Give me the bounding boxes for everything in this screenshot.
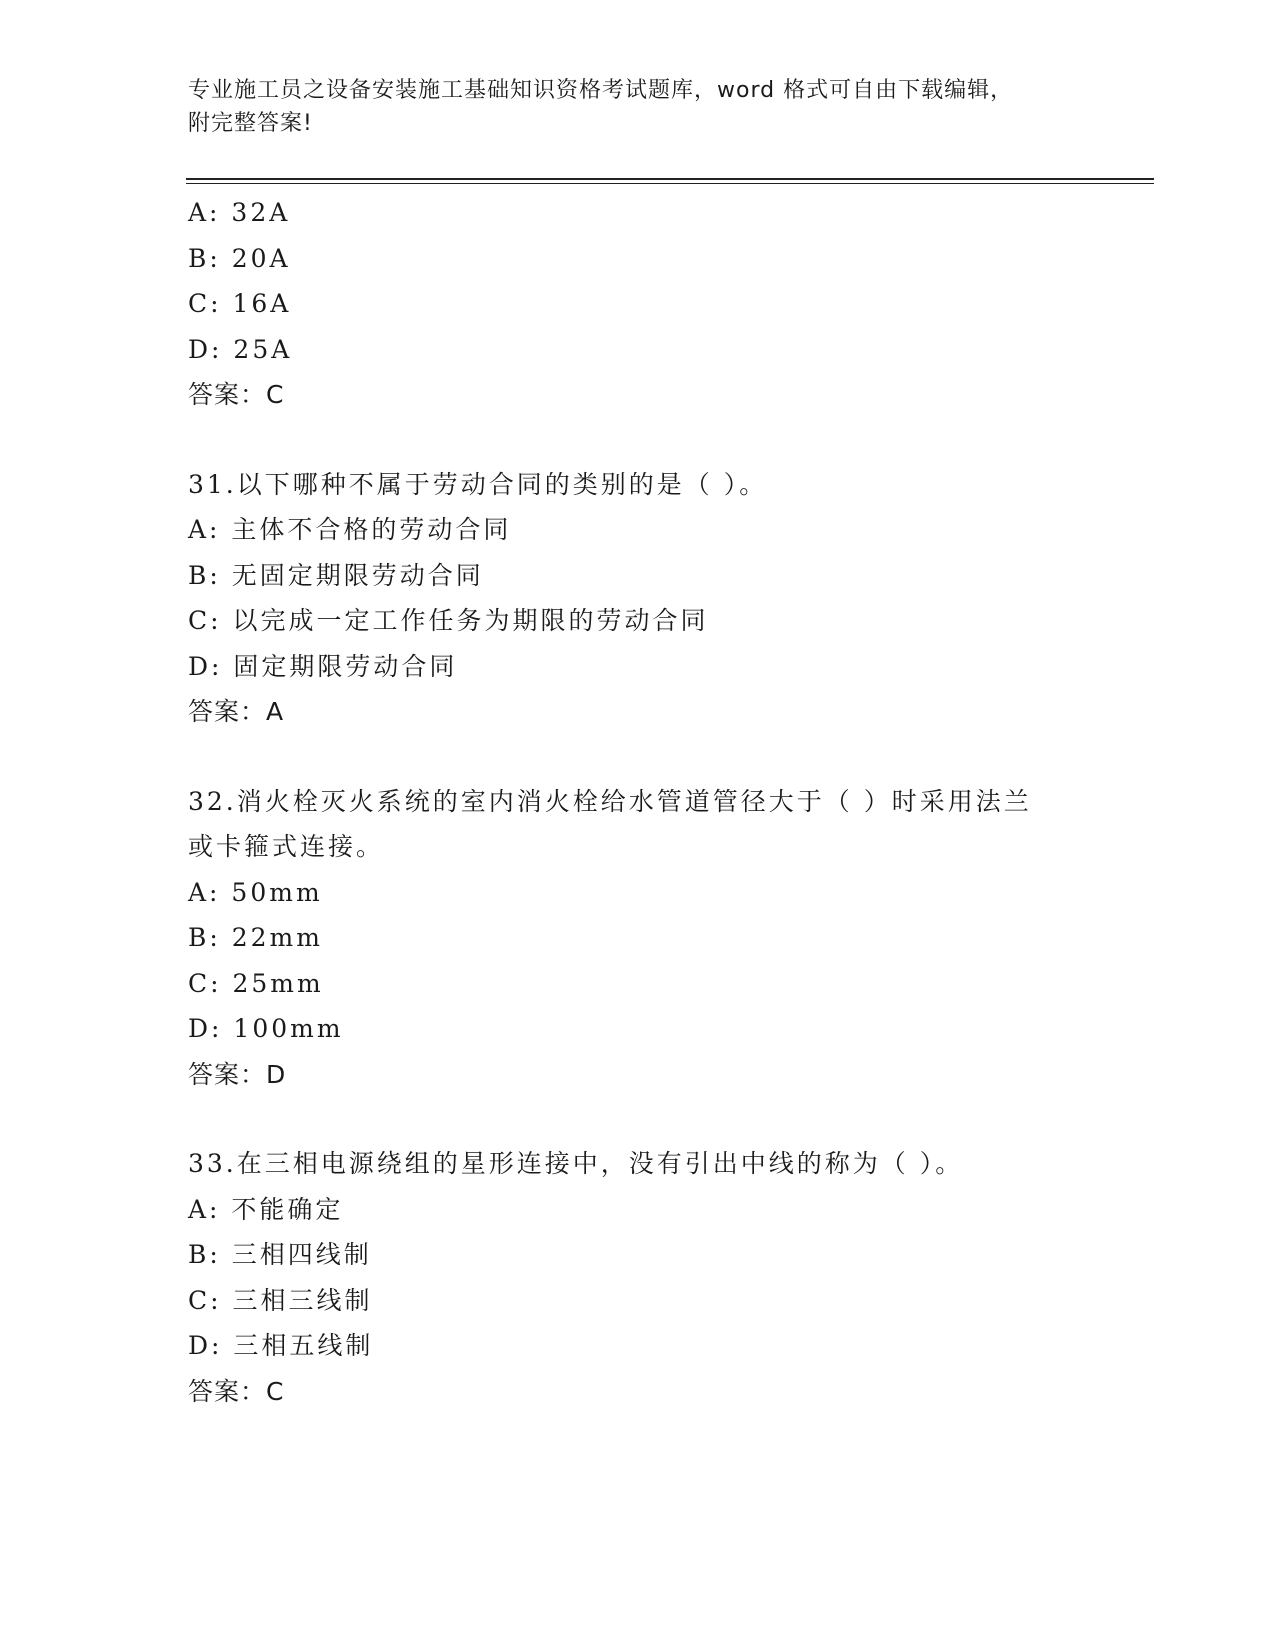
spacer	[188, 418, 1088, 462]
option-c: C: 25mm	[188, 968, 324, 998]
header-line-1: 专业施工员之设备安装施工基础知识资格考试题库，word 格式可自由下载编辑，	[188, 78, 1014, 103]
question-list	[188, 190, 1088, 1414]
option-d: D: 三相五线制	[188, 1331, 374, 1360]
option-b: B: 22mm	[188, 923, 323, 952]
header-divider	[186, 178, 1154, 184]
document-header	[188, 74, 1068, 140]
option-a: A: 主体不合格的劳动合同	[188, 515, 512, 544]
option-c: C: 16A	[188, 289, 292, 318]
question-stem: 33.在三相电源绕组的星形连接中，没有引出中线的称为（ ）。	[188, 1149, 964, 1178]
option-b: B: 三相四线制	[188, 1240, 372, 1269]
option-d: D: 固定期限劳动合同	[188, 651, 458, 681]
option-a: A: 32A	[188, 198, 291, 227]
answer: 答案：A	[188, 697, 285, 726]
question-stem-continued: 或卡箍式连接。	[188, 832, 385, 861]
option-a: A: 50mm	[188, 877, 323, 907]
question-33	[188, 1141, 1088, 1414]
question-31	[188, 462, 1088, 735]
option-a: A: 不能确定	[188, 1194, 344, 1224]
option-b: B: 无固定期限劳动合同	[188, 560, 484, 590]
answer: 答案：C	[188, 380, 285, 409]
question-stem: 31.以下哪种不属于劳动合同的类别的是（ ）。	[188, 469, 768, 499]
answer: 答案：C	[188, 1376, 285, 1406]
spacer	[188, 1097, 1088, 1141]
option-d: D: 25A	[188, 334, 293, 364]
question-stem: 32.消火栓灭火系统的室内消火栓给水管道管径大于（ ）时采用法兰	[188, 786, 1032, 816]
option-c: C: 以完成一定工作任务为期限的劳动合同	[188, 606, 709, 635]
question-32	[188, 779, 1088, 1098]
header-line-2: 附完整答案!	[188, 111, 313, 136]
spacer	[188, 735, 1088, 779]
question-30	[188, 190, 1088, 418]
option-d: D: 100mm	[188, 1014, 344, 1043]
option-b: B: 20A	[188, 243, 291, 273]
answer: 答案：D	[188, 1059, 287, 1089]
option-c: C: 三相三线制	[188, 1285, 373, 1315]
